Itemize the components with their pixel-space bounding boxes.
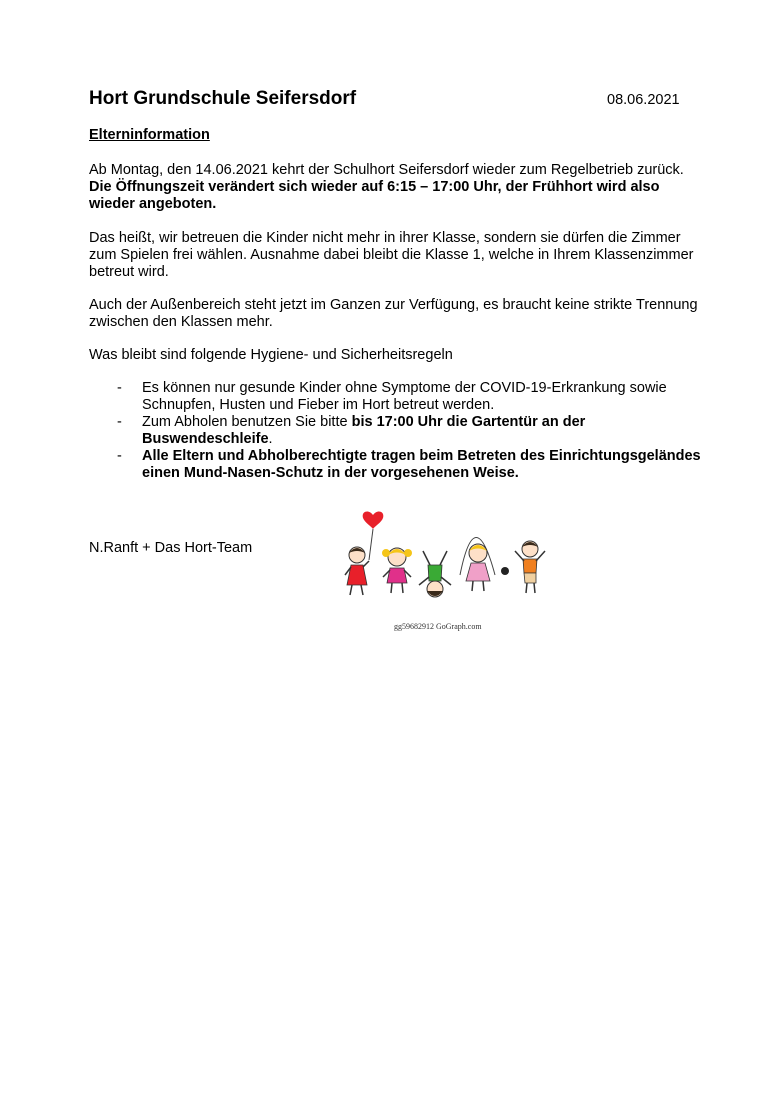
rule-text: Zum Abholen benutzen Sie bitte bbox=[142, 414, 352, 430]
ball-icon bbox=[501, 567, 509, 575]
child-figure-1 bbox=[345, 547, 369, 595]
section-heading: Elterninformation bbox=[89, 127, 210, 143]
rules-list bbox=[117, 380, 717, 482]
document-date: 08.06.2021 bbox=[607, 92, 680, 108]
paragraph-opening bbox=[89, 162, 709, 213]
heart-balloon-icon bbox=[363, 511, 384, 529]
rule-text-bold: Alle Eltern und Abholberechtigte tragen beim Betreten des Einrichtungsgeländes einen Mund-Nasen-Schutz in der vorgesehenen Weise. bbox=[142, 448, 701, 481]
document-title: Hort Grundschule Seifersdorf bbox=[89, 88, 357, 109]
list-item bbox=[117, 414, 717, 448]
balloon-string bbox=[369, 529, 373, 560]
opening-hours-notice: Die Öffnungszeit verändert sich wieder auf 6:15 – 17:00 Uhr, der Frühhort wird also wieder angeboten. bbox=[89, 179, 660, 212]
children-illustration bbox=[335, 505, 565, 605]
paragraph-opening-text: Ab Montag, den 14.06.2021 kehrt der Schulhort Seifersdorf wieder zum Regelbetrieb zurück. bbox=[89, 162, 684, 178]
child-figure-2 bbox=[382, 548, 412, 593]
paragraph-rooms: Das heißt, wir betreuen die Kinder nicht mehr in ihrer Klasse, sondern sie dürfen die Zimmer zum Spielen frei wählen. Ausnahme dabei bleibt die Klasse 1, welche in Ihrem Klassenzimmer betreut wird. bbox=[89, 230, 694, 280]
list-dash: - bbox=[117, 414, 122, 430]
child-figure-4 bbox=[460, 538, 495, 592]
paragraph-outdoor: Auch der Außenbereich steht jetzt im Ganzen zur Verfügung, es braucht keine strikte Trennung zwischen den Klassen mehr. bbox=[89, 297, 698, 330]
child-figure-5 bbox=[501, 541, 545, 593]
rule-text-bold: bis 17:00 Uhr die Gartentür an der Buswendeschleife bbox=[142, 414, 586, 447]
rule-text: Es können nur gesunde Kinder ohne Symptome der COVID-19-Erkrankung sowie Schnupfen, Husten und Fieber im Hort betreut werden. bbox=[142, 380, 667, 413]
rule-text-end: . bbox=[268, 431, 273, 447]
list-item bbox=[117, 380, 717, 414]
paragraph-rules-intro: Was bleibt sind folgende Hygiene- und Sicherheitsregeln bbox=[89, 347, 453, 363]
list-item bbox=[117, 448, 717, 482]
illustration-caption: gg59682912 GoGraph.com bbox=[394, 622, 482, 631]
list-dash: - bbox=[117, 380, 122, 396]
signature: N.Ranft + Das Hort-Team bbox=[89, 540, 253, 556]
child-figure-3 bbox=[419, 551, 451, 597]
list-dash: - bbox=[117, 448, 122, 464]
